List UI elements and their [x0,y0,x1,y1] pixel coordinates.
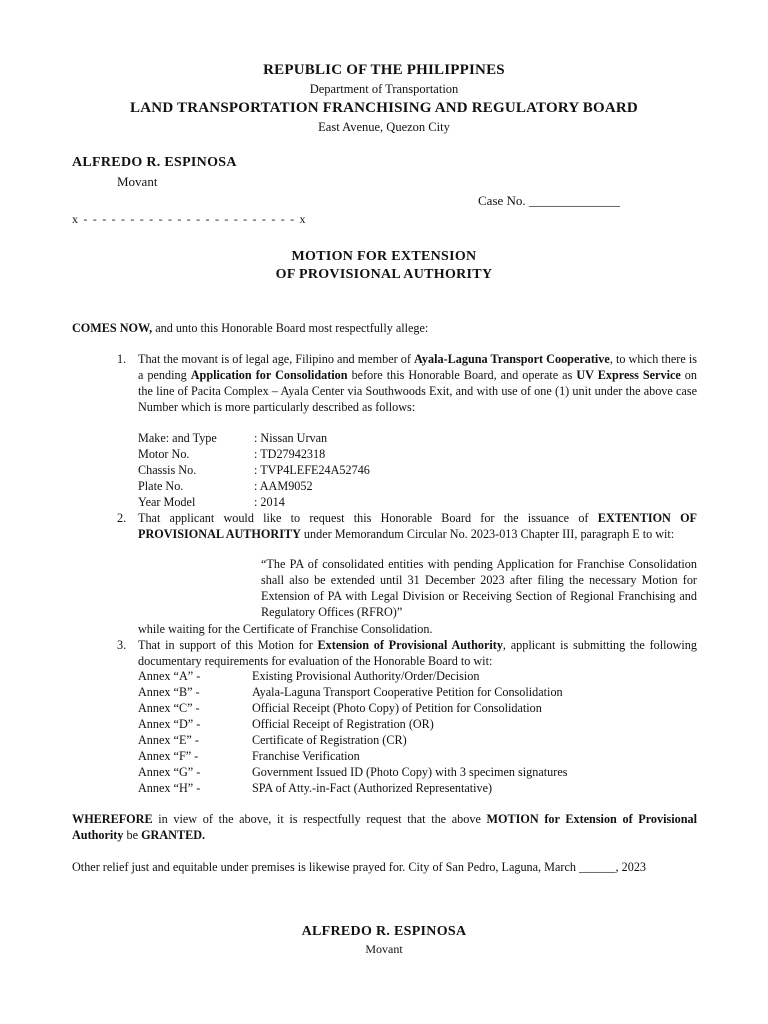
extension-title: EXTENTION OF PROVISIONAL AUTHORITY [138,511,697,541]
memorandum-quote: “The PA of consolidated entities with pending Application for Franchise Consolidation shall also be extended until 31 December 2023 after filing the necessary Motion for Extension of PA with Legal Division or Receiving Section of Regional Franchising and Regulatory Offices (RFRO)” [261,557,697,619]
item-1-text [138,351,697,415]
annex-row [138,732,567,748]
motion-title-line1: MOTION FOR EXTENSION [291,249,477,264]
annex-row [138,684,567,700]
header-address: East Avenue, Quezon City [318,120,450,134]
item-2-part: under Memorandum Circular No. 2023-013 Chapter III, paragraph E to wit: [300,527,675,541]
annex-value: Ayala-Laguna Transport Cooperative Petition for Consolidation [252,685,563,699]
spec-label: Chassis No. [138,463,197,477]
signature-name: ALFREDO R. ESPINOSA [301,924,467,939]
spec-label: Plate No. [138,479,184,493]
annex-row [138,748,567,764]
item-1-part: before this Honorable Board, and operate as [347,368,577,382]
header-department: Department of Transportation [309,82,459,96]
wherefore-part: be [123,828,142,842]
spec-row [138,462,370,478]
annex-value: Franchise Verification [252,749,360,763]
annex-value: Official Receipt of Registration (OR) [252,717,434,731]
spec-value: : 2014 [254,495,285,509]
annex-row [138,780,567,796]
annex-value: SPA of Atty.-in-Fact (Authorized Representative) [252,781,493,795]
annex-row [138,668,567,684]
spec-label: Make: and Type [138,431,217,445]
item-1-part: on the line of Pacita Complex – Ayala Center via Southwoods Exit, and with use of one (1) unit under the above case Number which is more particularly described as follows: [138,368,697,414]
spec-row [138,446,370,462]
comes-now-text: and unto this Honorable Board most respectfully allege: [152,321,429,335]
vehicle-specs [138,430,370,510]
annex-label: Annex “D” - [138,717,201,731]
annex-value: Official Receipt (Photo Copy) of Petition for Consolidation [252,701,542,715]
wherefore-bold: WHEREFORE [72,812,153,826]
annex-value: Government Issued ID (Photo Copy) with 3 specimen signatures [252,765,568,779]
application-type: Application for Consolidation [190,368,348,382]
item-3-number: 3. [117,638,127,652]
annex-label: Annex “H” - [138,781,201,795]
other-relief-paragraph: Other relief just and equitable under premises is likewise prayed for. City of San Pedro, Laguna, March ______, 2023 [72,860,647,874]
spec-value: : Nissan Urvan [254,431,328,445]
item-1-part: That the movant is of legal age, Filipino and member of [138,352,415,366]
annex-label: Annex “G” - [138,765,201,779]
spec-row [138,494,370,510]
motion-bold: MOTION for Extension of Provisional Authority [72,812,697,842]
annex-row [138,764,567,780]
annex-value: Existing Provisional Authority/Order/Decision [252,669,480,683]
motion-title-line2: OF PROVISIONAL AUTHORITY [275,267,493,282]
item-3-part: That in support of this Motion for [138,638,318,652]
comes-now-bold: COMES NOW, [72,321,153,335]
annex-label: Annex “B” - [138,685,200,699]
spec-value: : TD27942318 [254,447,326,461]
annex-label: Annex “F” - [138,749,199,763]
spec-row [138,430,370,446]
item-3-text [138,637,697,669]
caption-movant-name: ALFREDO R. ESPINOSA [72,155,237,170]
signature-role: Movant [365,942,403,956]
annex-label: Annex “E” - [138,733,199,747]
annex-label: Annex “C” - [138,701,200,715]
spec-value: : AAM9052 [254,479,313,493]
spec-label: Motor No. [138,447,190,461]
case-number: Case No. ______________ [478,193,620,208]
wherefore-paragraph [72,811,697,843]
item-1-number: 1. [117,352,127,366]
service-type: UV Express Service [576,368,681,382]
header-board: LAND TRANSPORTATION FRANCHISING AND REGULATORY BOARD [130,100,638,116]
cooperative-name: Ayala-Laguna Transport Cooperative [414,352,610,366]
while-waiting-text: while waiting for the Certificate of Franchise Consolidation. [138,622,433,636]
annex-row [138,716,567,732]
header-republic: REPUBLIC OF THE PHILIPPINES [263,62,505,78]
spec-row [138,478,370,494]
item-2-part: That applicant would like to request this Honorable Board for the issuance of [138,511,598,525]
annex-value: Certificate of Registration (CR) [252,733,407,747]
spec-label: Year Model [138,495,196,509]
caption-separator: x - - - - - - - - - - - - - - - - - - - - - - - x [72,212,307,226]
item-3-part: , applicant is submitting the following documentary requirements for evaluation of the Honorable Board to wit: [138,638,697,668]
caption-movant-role: Movant [117,174,158,189]
item-1-part: , to which there is a pending [138,352,697,382]
spec-value: : TVP4LEFE24A52746 [254,463,370,477]
annex-list [138,668,567,796]
comes-now-paragraph [72,320,697,336]
granted-bold: GRANTED. [141,828,206,842]
item-2-number: 2. [117,511,127,525]
annex-row [138,700,567,716]
extension-bold: Extension of Provisional Authority [317,638,503,652]
wherefore-part: in view of the above, it is respectfully request that the above [152,812,487,826]
annex-label: Annex “A” - [138,669,201,683]
item-2-text [138,510,697,542]
